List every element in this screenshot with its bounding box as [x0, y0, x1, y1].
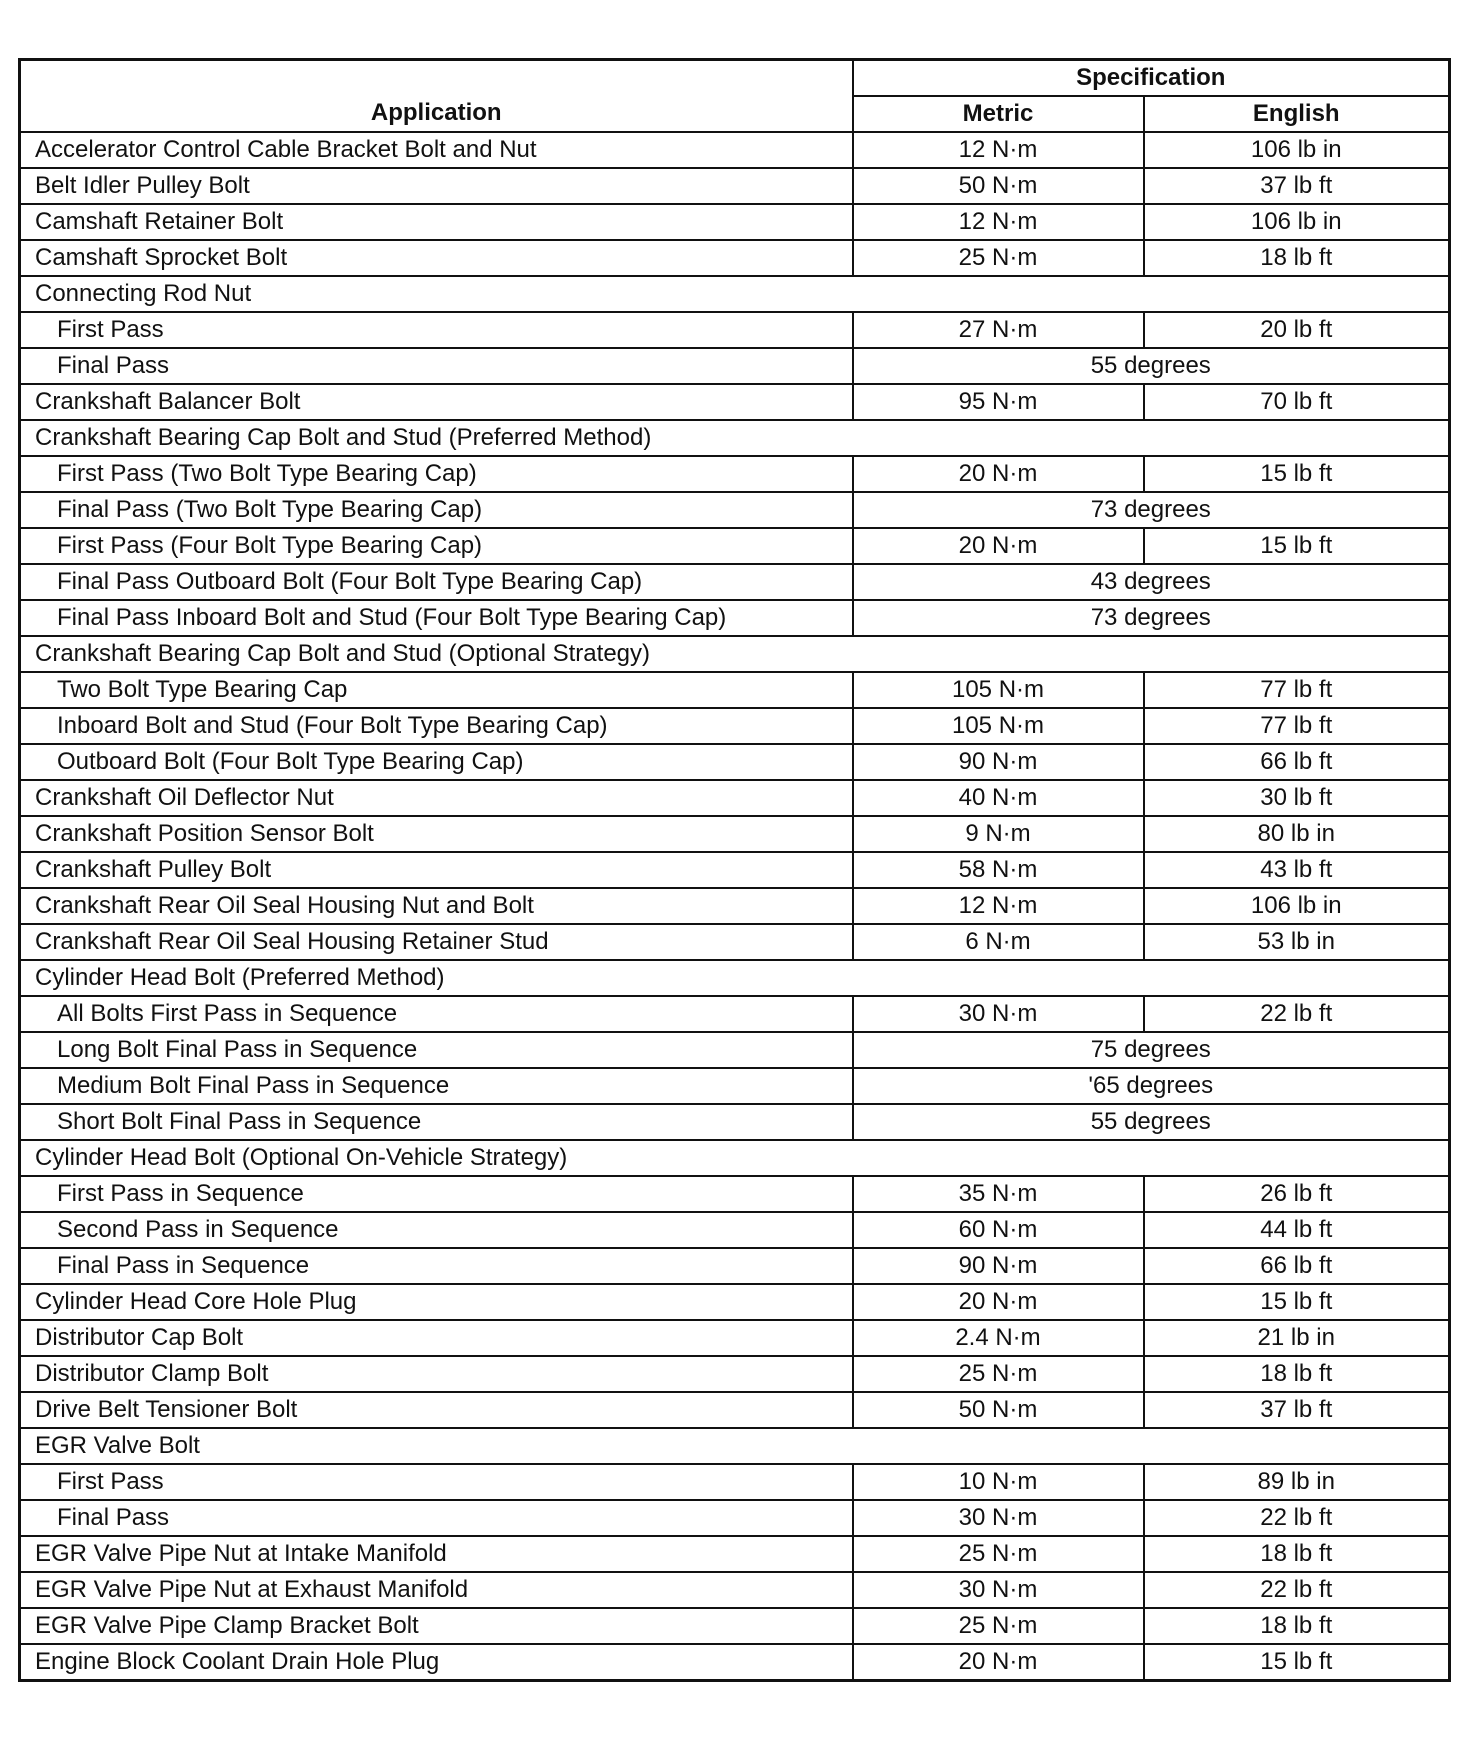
- metric-cell: 30 N·m: [853, 1572, 1144, 1608]
- application-cell: Cylinder Head Core Hole Plug: [20, 1284, 853, 1320]
- metric-cell: 12 N·m: [853, 132, 1144, 168]
- application-cell: First Pass: [20, 1464, 853, 1500]
- english-cell: 15 lb ft: [1144, 1284, 1450, 1320]
- metric-cell: 27 N·m: [853, 312, 1144, 348]
- metric-cell: 25 N·m: [853, 1536, 1144, 1572]
- application-cell: Drive Belt Tensioner Bolt: [20, 1392, 853, 1428]
- table-row: [20, 1068, 1450, 1104]
- metric-cell: 105 N·m: [853, 708, 1144, 744]
- table-body: [20, 132, 1450, 1681]
- application-cell: Final Pass: [20, 348, 853, 384]
- english-cell: 44 lb ft: [1144, 1212, 1450, 1248]
- table-row: [20, 348, 1450, 384]
- table-row: [20, 384, 1450, 420]
- english-cell: 30 lb ft: [1144, 780, 1450, 816]
- metric-cell: 105 N·m: [853, 672, 1144, 708]
- application-cell: All Bolts First Pass in Sequence: [20, 996, 853, 1032]
- english-cell: 106 lb in: [1144, 132, 1450, 168]
- table-row: [20, 852, 1450, 888]
- metric-cell: 25 N·m: [853, 1608, 1144, 1644]
- table-row: [20, 816, 1450, 852]
- application-cell: Two Bolt Type Bearing Cap: [20, 672, 853, 708]
- metric-cell: 30 N·m: [853, 1500, 1144, 1536]
- application-cell: Outboard Bolt (Four Bolt Type Bearing Cap): [20, 744, 853, 780]
- english-cell: 77 lb ft: [1144, 708, 1450, 744]
- application-header: Application: [20, 60, 853, 133]
- table-row: [20, 1608, 1450, 1644]
- application-cell: First Pass: [20, 312, 853, 348]
- table-row: [20, 1032, 1450, 1068]
- table-row: [20, 420, 1450, 456]
- english-cell: 22 lb ft: [1144, 1500, 1450, 1536]
- english-cell: 15 lb ft: [1144, 528, 1450, 564]
- application-cell: Crankshaft Pulley Bolt: [20, 852, 853, 888]
- application-cell: Final Pass (Two Bolt Type Bearing Cap): [20, 492, 853, 528]
- english-cell: 106 lb in: [1144, 204, 1450, 240]
- application-cell: Inboard Bolt and Stud (Four Bolt Type Bearing Cap): [20, 708, 853, 744]
- application-cell: EGR Valve Pipe Nut at Intake Manifold: [20, 1536, 853, 1572]
- metric-cell: 40 N·m: [853, 780, 1144, 816]
- table-row: [20, 672, 1450, 708]
- table-row: [20, 564, 1450, 600]
- english-cell: 89 lb in: [1144, 1464, 1450, 1500]
- english-cell: 80 lb in: [1144, 816, 1450, 852]
- table-row: [20, 1572, 1450, 1608]
- application-cell: Camshaft Retainer Bolt: [20, 204, 853, 240]
- metric-cell: 12 N·m: [853, 888, 1144, 924]
- english-cell: 21 lb in: [1144, 1320, 1450, 1356]
- table-row: [20, 1428, 1450, 1464]
- application-cell: First Pass in Sequence: [20, 1176, 853, 1212]
- metric-cell: 20 N·m: [853, 1284, 1144, 1320]
- table-row: [20, 1104, 1450, 1140]
- application-cell: EGR Valve Pipe Clamp Bracket Bolt: [20, 1608, 853, 1644]
- english-cell: 106 lb in: [1144, 888, 1450, 924]
- application-cell: Crankshaft Oil Deflector Nut: [20, 780, 853, 816]
- english-cell: 18 lb ft: [1144, 1536, 1450, 1572]
- table-row: [20, 1644, 1450, 1681]
- table-row: [20, 1248, 1450, 1284]
- metric-cell: 90 N·m: [853, 744, 1144, 780]
- table-row: [20, 1320, 1450, 1356]
- application-cell: Accelerator Control Cable Bracket Bolt and Nut: [20, 132, 853, 168]
- metric-cell: 6 N·m: [853, 924, 1144, 960]
- english-cell: 18 lb ft: [1144, 240, 1450, 276]
- angle-spec-cell: 43 degrees: [853, 564, 1450, 600]
- metric-cell: 20 N·m: [853, 456, 1144, 492]
- table-row: [20, 600, 1450, 636]
- english-cell: 22 lb ft: [1144, 1572, 1450, 1608]
- english-cell: 53 lb in: [1144, 924, 1450, 960]
- metric-cell: 25 N·m: [853, 1356, 1144, 1392]
- table-row: [20, 132, 1450, 168]
- application-cell: Distributor Cap Bolt: [20, 1320, 853, 1356]
- specification-header: Specification: [853, 60, 1450, 97]
- english-cell: 37 lb ft: [1144, 168, 1450, 204]
- table-row: [20, 1140, 1450, 1176]
- table-row: [20, 168, 1450, 204]
- table-row: [20, 1176, 1450, 1212]
- english-cell: 37 lb ft: [1144, 1392, 1450, 1428]
- angle-spec-cell: 75 degrees: [853, 1032, 1450, 1068]
- application-cell: Final Pass Inboard Bolt and Stud (Four Bolt Type Bearing Cap): [20, 600, 853, 636]
- english-cell: 18 lb ft: [1144, 1356, 1450, 1392]
- application-cell: Long Bolt Final Pass in Sequence: [20, 1032, 853, 1068]
- table-row: [20, 960, 1450, 996]
- table-row: [20, 636, 1450, 672]
- application-cell: First Pass (Two Bolt Type Bearing Cap): [20, 456, 853, 492]
- application-cell: Final Pass: [20, 1500, 853, 1536]
- english-cell: 15 lb ft: [1144, 1644, 1450, 1681]
- metric-cell: 25 N·m: [853, 240, 1144, 276]
- metric-cell: 58 N·m: [853, 852, 1144, 888]
- table-row: [20, 780, 1450, 816]
- metric-cell: 12 N·m: [853, 204, 1144, 240]
- angle-spec-cell: 55 degrees: [853, 1104, 1450, 1140]
- table-row: [20, 888, 1450, 924]
- english-cell: 66 lb ft: [1144, 1248, 1450, 1284]
- group-label: Cylinder Head Bolt (Preferred Method): [20, 960, 1450, 996]
- table-row: [20, 312, 1450, 348]
- metric-cell: 95 N·m: [853, 384, 1144, 420]
- metric-cell: 9 N·m: [853, 816, 1144, 852]
- metric-cell: 2.4 N·m: [853, 1320, 1144, 1356]
- table-row: [20, 1536, 1450, 1572]
- table-header: [20, 60, 1450, 133]
- application-cell: Crankshaft Rear Oil Seal Housing Retainer Stud: [20, 924, 853, 960]
- table-row: [20, 924, 1450, 960]
- application-cell: Belt Idler Pulley Bolt: [20, 168, 853, 204]
- table-row: [20, 1500, 1450, 1536]
- table-row: [20, 1212, 1450, 1248]
- table-row: [20, 492, 1450, 528]
- metric-cell: 30 N·m: [853, 996, 1144, 1032]
- english-cell: 22 lb ft: [1144, 996, 1450, 1032]
- table-row: [20, 528, 1450, 564]
- application-cell: EGR Valve Pipe Nut at Exhaust Manifold: [20, 1572, 853, 1608]
- metric-cell: 50 N·m: [853, 1392, 1144, 1428]
- table-row: [20, 1356, 1450, 1392]
- metric-cell: 20 N·m: [853, 1644, 1144, 1681]
- english-cell: 77 lb ft: [1144, 672, 1450, 708]
- english-cell: 26 lb ft: [1144, 1176, 1450, 1212]
- torque-spec-table: [18, 58, 1451, 1682]
- group-label: Crankshaft Bearing Cap Bolt and Stud (Preferred Method): [20, 420, 1450, 456]
- group-label: Connecting Rod Nut: [20, 276, 1450, 312]
- metric-cell: 50 N·m: [853, 168, 1144, 204]
- english-cell: 43 lb ft: [1144, 852, 1450, 888]
- table-row: [20, 240, 1450, 276]
- english-cell: 66 lb ft: [1144, 744, 1450, 780]
- application-cell: Crankshaft Balancer Bolt: [20, 384, 853, 420]
- table-row: [20, 276, 1450, 312]
- application-cell: Final Pass Outboard Bolt (Four Bolt Type Bearing Cap): [20, 564, 853, 600]
- application-cell: Final Pass in Sequence: [20, 1248, 853, 1284]
- header-row-top: [20, 60, 1450, 97]
- table-row: [20, 456, 1450, 492]
- application-cell: Short Bolt Final Pass in Sequence: [20, 1104, 853, 1140]
- table-row: [20, 204, 1450, 240]
- table-row: [20, 1464, 1450, 1500]
- metric-cell: 20 N·m: [853, 528, 1144, 564]
- angle-spec-cell: 73 degrees: [853, 600, 1450, 636]
- table-row: [20, 744, 1450, 780]
- application-cell: Crankshaft Rear Oil Seal Housing Nut and Bolt: [20, 888, 853, 924]
- application-cell: Engine Block Coolant Drain Hole Plug: [20, 1644, 853, 1681]
- application-cell: Second Pass in Sequence: [20, 1212, 853, 1248]
- english-cell: 20 lb ft: [1144, 312, 1450, 348]
- angle-spec-cell: 73 degrees: [853, 492, 1450, 528]
- metric-cell: 60 N·m: [853, 1212, 1144, 1248]
- application-cell: Distributor Clamp Bolt: [20, 1356, 853, 1392]
- english-cell: 70 lb ft: [1144, 384, 1450, 420]
- table-row: [20, 996, 1450, 1032]
- english-cell: 15 lb ft: [1144, 456, 1450, 492]
- metric-cell: 90 N·m: [853, 1248, 1144, 1284]
- group-label: Cylinder Head Bolt (Optional On-Vehicle Strategy): [20, 1140, 1450, 1176]
- metric-cell: 10 N·m: [853, 1464, 1144, 1500]
- table-row: [20, 1284, 1450, 1320]
- application-cell: First Pass (Four Bolt Type Bearing Cap): [20, 528, 853, 564]
- metric-header: Metric: [853, 96, 1144, 132]
- group-label: Crankshaft Bearing Cap Bolt and Stud (Optional Strategy): [20, 636, 1450, 672]
- angle-spec-cell: '65 degrees: [853, 1068, 1450, 1104]
- english-cell: 18 lb ft: [1144, 1608, 1450, 1644]
- group-label: EGR Valve Bolt: [20, 1428, 1450, 1464]
- table-row: [20, 708, 1450, 744]
- application-cell: Crankshaft Position Sensor Bolt: [20, 816, 853, 852]
- application-cell: Medium Bolt Final Pass in Sequence: [20, 1068, 853, 1104]
- angle-spec-cell: 55 degrees: [853, 348, 1450, 384]
- application-cell: Camshaft Sprocket Bolt: [20, 240, 853, 276]
- metric-cell: 35 N·m: [853, 1176, 1144, 1212]
- table-row: [20, 1392, 1450, 1428]
- english-header: English: [1144, 96, 1450, 132]
